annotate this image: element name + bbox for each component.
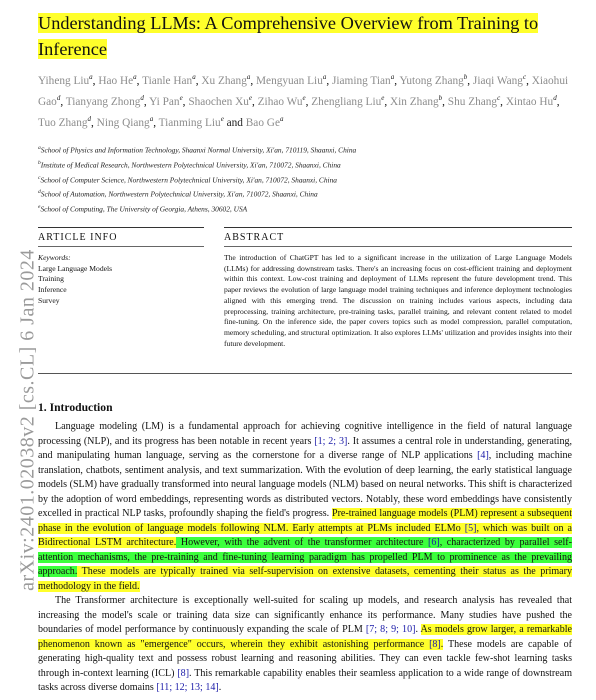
affiliation-line: [38, 172, 572, 187]
rule: [224, 227, 572, 228]
author-name: [258, 96, 306, 108]
author-list: Yiheng Liu$^a$, Hao He$^a$, Tianle Han$^a$, Xu Zhang$^a$, Mengyuan Liu$^a$, Jiaming Tian$^a$, Yutong Zhang$^b$, Jiaqi Wang$^c$, Xiaohui Gao$^d$, Tianyang Zhong$^d$, Yi Pan$^e$, Shaochen Xu$^e$, Zihao Wu$^e$, Zhengliang Liu$^e$, Xin Zhang$^b$, Shu Zhang$^c$, Xintao Hu$^d$, Tuo Zhang$^d$, Ning Qiang$^a$, Tianming Liu$^e$ and Bao Ge$^a$: [38, 73, 569, 129]
author-name: [159, 117, 224, 129]
affiliation-mark: d: [38, 189, 41, 196]
paragraph: [38, 420, 572, 594]
author-name-text: Xiaohui Gao: [38, 74, 569, 108]
highlighted-text: Pre-trained language models (PLM) represent a subsequent phase in the evolution of language models following NLM. Early attempts at PLMs included ELMo: [38, 508, 572, 534]
highlighted-text: However, with the advent of the transformer architecture: [176, 537, 428, 548]
affiliation-mark: c: [38, 174, 41, 181]
paragraph: [38, 594, 572, 696]
author-name-text: Xin Zhang: [390, 95, 439, 108]
author-name-text: Shu Zhang: [447, 95, 498, 108]
author-affiliation-mark: b: [463, 73, 468, 81]
author-name-text: Tuo Zhang: [38, 116, 88, 129]
affiliation-line: [38, 201, 572, 216]
keyword: Training: [38, 274, 64, 284]
author-affiliation-mark: a: [246, 73, 251, 81]
author-name-text: Yiheng Liu: [38, 74, 90, 87]
affiliation-line: [38, 186, 572, 201]
arxiv-stamp-text: arXiv:2401.02038v2 [cs.CL] 6 Jan 2024: [16, 249, 39, 591]
rule: [38, 246, 204, 247]
affiliation-mark: b: [38, 159, 41, 166]
author-name-text: Yi Pan: [149, 95, 180, 108]
author-name-text: Tianle Han: [142, 74, 193, 87]
author-affiliation-mark: c: [497, 94, 501, 103]
citation-link[interactable]: [6]: [428, 537, 440, 548]
affiliation-mark: a: [38, 145, 41, 152]
author-affiliation-mark: e: [220, 115, 224, 124]
body-text: These models are capable of generating high-quality text and possess robust learning and reasoning abilities. They can even tackle few-shot learning tasks through in-context learning (ICL): [38, 638, 572, 679]
affiliation-text: School of Computing, The University of Georgia, Athens, 30602, USA: [40, 204, 248, 214]
author-name-text: Bao Ge: [245, 116, 280, 129]
highlighted-text: .: [440, 638, 444, 650]
body-text: The Transformer architecture is exceptionally well-suited for scaling up models, and research analysis has revealed that increasing the model's scale or training data size can significantly enhance its performance. Many studies have pushed the boundaries of model performance by continuously expanding the scale of PLM: [38, 595, 572, 635]
author-affiliation-mark: e: [248, 94, 252, 103]
author-name-text: Jiaming Tian: [332, 74, 391, 87]
author-name-text: Tianming Liu: [158, 116, 221, 129]
author-affiliation-mark: a: [149, 115, 154, 124]
article-info-heading: ARTICLE INFO: [38, 232, 118, 243]
abstract-text: The introduction of ChatGPT has led to a significant increase in the utilization of Large Language Models (LLMs) for addressing downstream tasks. There's an increasing focus on cost-efficient training and deployment within this context. Low-cost training and deployment of LLMs represent the future development trend. This paper reviews the evolution of large language model training techniques and inference deployment technologies aligned with this emerging trend. The discussion on training includes various aspects, including data preprocessing, training architecture, pre-training tasks, parallel training, and relevant content related to model fine-tuning. On the inference side, the paper covers topics such as model compression, parallel computation, memory scheduling, and structural optimization. It also explores LLMs' utilization and provides insights into their future development.: [224, 253, 572, 348]
citation-link[interactable]: [8]: [429, 638, 441, 650]
author-name-text: Zhengliang Liu: [311, 95, 382, 108]
author-name: [97, 117, 154, 129]
author-affiliation-mark: a: [192, 73, 196, 81]
author-name-text: Shaochen Xu: [188, 95, 249, 108]
keywords-label: Keywords:: [38, 253, 71, 262]
author-name-text: Hao He: [98, 74, 134, 87]
author-affiliation-mark: a: [89, 73, 93, 81]
author-name-text: Mengyuan Liu: [256, 74, 323, 87]
author-affiliation-mark: d: [87, 115, 91, 124]
affiliation-line: [38, 142, 572, 157]
author-affiliation-mark: a: [322, 73, 327, 81]
author-affiliation-mark: a: [279, 115, 284, 124]
highlighted-text: These models are typically trained via self-supervision on extensive datasets, cementing their status as the primary methodology in the field.: [38, 566, 572, 592]
highlighted-text: , characterized by parallel self-attention mechanisms, the pre-training and fine-tuning learning paradigm has propelled PLM to prominence as the prevailing approach.: [38, 537, 572, 577]
author-affiliation-mark: e: [179, 94, 183, 103]
author-name: [142, 75, 196, 87]
author-affiliation-mark: b: [438, 94, 443, 103]
author-name-text: Tianyang Zhong: [65, 95, 141, 108]
author-name: [448, 96, 500, 108]
abstract-bottom-rule: [38, 373, 572, 374]
author-name: [38, 75, 93, 87]
affiliation-mark: e: [38, 203, 41, 210]
citation-link[interactable]: [7; 8; 9; 10]: [365, 624, 416, 635]
author-affiliation-mark: d: [140, 94, 144, 103]
section-heading-introduction: 1. Introduction: [38, 401, 113, 414]
author-name-text: Zihao Wu: [257, 95, 303, 108]
keywords-list: [38, 264, 204, 307]
author-name: [399, 75, 467, 87]
author-name: [201, 75, 250, 87]
author-name: [473, 75, 526, 87]
rule: [38, 227, 204, 228]
author-name: [506, 96, 557, 108]
affiliation-text: School of Automation, Northwestern Polytechnical University, Xi'an, 710072, Shaanxi, China: [40, 189, 318, 199]
body-text: . It assumes a central role in understanding, generating, and manipulating human language, serving as the cornerstone for a diverse range of NLP applications: [38, 435, 573, 461]
affiliation-list: [38, 142, 572, 215]
author-name-text: Ning Qiang: [96, 116, 150, 129]
author-affiliation-mark: d: [553, 94, 557, 103]
author-affiliation-mark: a: [390, 73, 395, 81]
paper-title: Understanding LLMs: A Comprehensive Overview from Training to Inference: [38, 13, 539, 59]
introduction-body: [38, 420, 572, 696]
author-affiliation-mark: e: [381, 94, 385, 103]
author-affiliation-mark: a: [133, 73, 137, 81]
author-name: [188, 96, 252, 108]
affiliation-line: [38, 157, 572, 172]
author-name: [246, 117, 284, 129]
author-name: [311, 96, 384, 108]
citation-link[interactable]: [11; 12; 13; 14]: [156, 682, 219, 693]
author-name: [332, 75, 394, 87]
author-name-text: Jiaqi Wang: [472, 74, 523, 87]
author-name-text: Yutong Zhang: [399, 74, 464, 87]
rule: [224, 246, 572, 247]
author-name: [66, 96, 144, 108]
body-text: , including machine translation, chatbots, sentiment analysis, and text summarization. With the evolution of deep learning, the early statistical language models (SLM) have gradually transformed into neural language models (NLM) based on neural networks. This shift is characterized by the adoption of word embeddings, representing words as distributed vectors. Notably, these word embeddings have consistently excelled in practical NLP tasks, profoundly shaping the field's progress.: [38, 450, 572, 519]
affiliation-text: Institute of Medical Research, Northwestern Polytechnical University, Xi'an, 710072, Shaanxi, China: [40, 160, 341, 170]
author-conjunction: and: [226, 116, 243, 129]
citation-link[interactable]: [1; 2; 3]: [314, 435, 348, 447]
keyword: Large Language Models: [38, 263, 113, 273]
author-name: [38, 117, 91, 129]
author-name-text: Xintao Hu: [505, 95, 554, 108]
highlighted-text: , which was built on a Bidirectional LSTM architecture.: [38, 522, 572, 548]
body-text: Language modeling (LM) is a fundamental approach for achieving cognitive intelligence in the field of natural language processing (NLP), and its progress has been notable in recent years: [38, 421, 572, 447]
abstract-section: [224, 227, 572, 349]
author-name: [149, 96, 183, 108]
affiliation-text: School of Physics and Information Technology, Shaanxi Normal University, Xi'an, 710119, Shaanxi, China: [40, 145, 357, 155]
citation-link[interactable]: [4]: [477, 450, 489, 461]
author-affiliation-mark: e: [302, 94, 306, 103]
highlighted-text: As models grow larger, a remarkable phenomenon known as "emergence" occurs, wherein they exhibit astonishing performance: [38, 624, 573, 650]
paper-page: [38, 0, 573, 693]
abstract-heading: ABSTRACT: [224, 232, 285, 243]
article-info: [38, 227, 204, 307]
body-text: .: [218, 682, 222, 693]
citation-link[interactable]: [5]: [464, 522, 477, 534]
author-name-text: Xu Zhang: [201, 74, 247, 87]
author-affiliation-mark: c: [522, 73, 527, 81]
body-text: .: [415, 624, 421, 635]
citation-link[interactable]: [8]: [177, 667, 190, 679]
author-affiliation-mark: d: [56, 94, 61, 103]
author-name: [390, 96, 442, 108]
author-name: [256, 75, 326, 87]
keyword: Survey: [38, 295, 60, 305]
keyword: Inference: [38, 285, 67, 295]
affiliation-text: School of Computer Science, Northwestern Polytechnical University, Xi'an, 710072, Shaanxi, China: [40, 175, 337, 184]
body-text: . This remarkable capability enables their seamless application to a wide range of downstream tasks across diverse domains: [38, 667, 573, 693]
author-name: [98, 75, 136, 87]
